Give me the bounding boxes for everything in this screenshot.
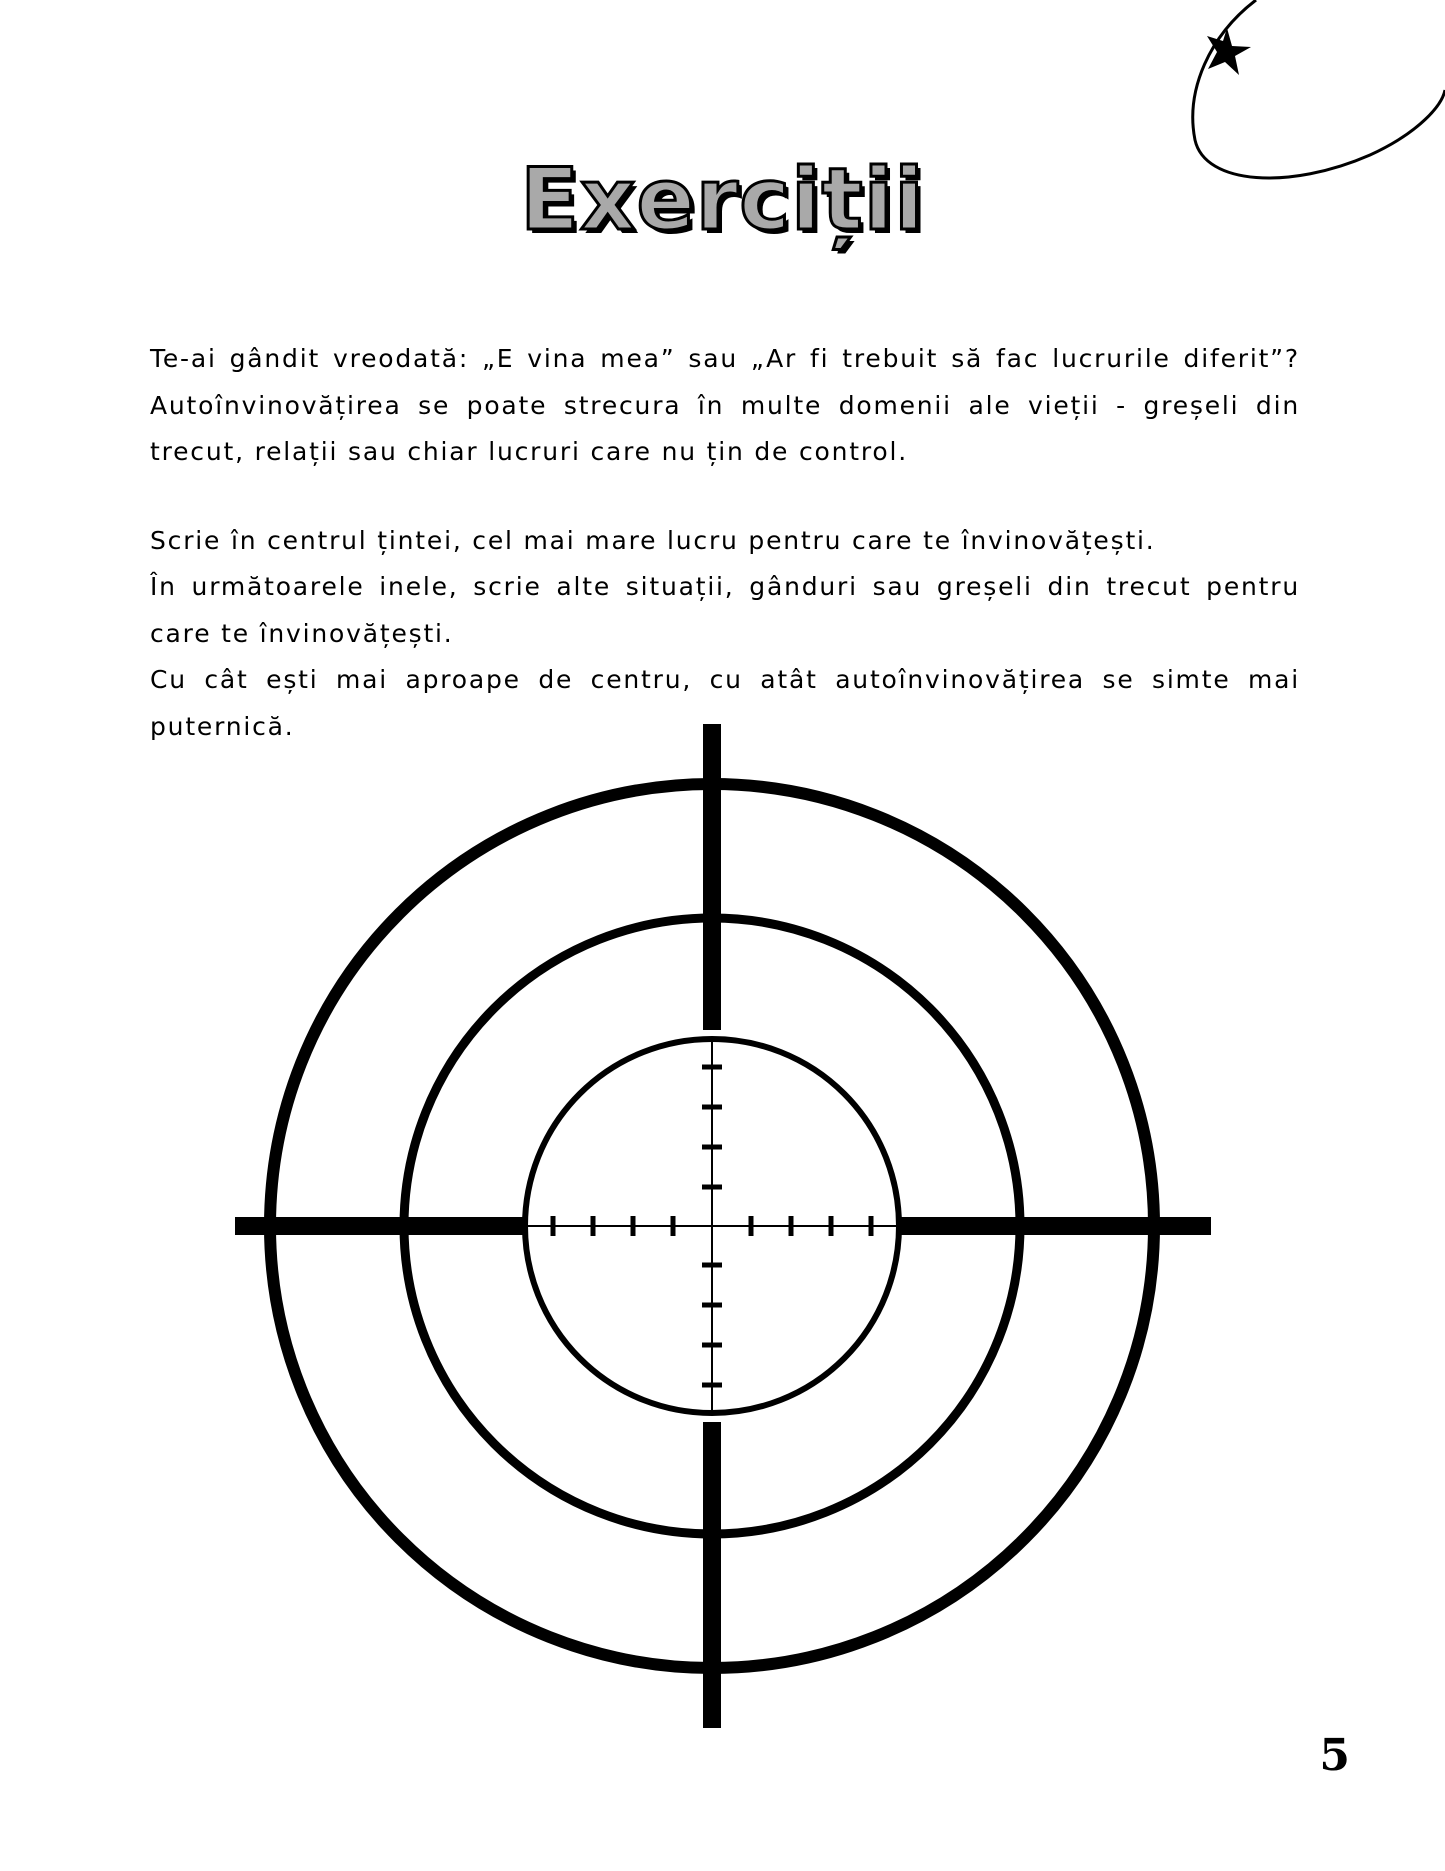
crosshair-arm-top [703,724,721,1030]
crosshair-arm-left [235,1217,525,1235]
instruction-center: Scrie în centrul țintei, cel mai mare lucru pentru care te învinovățești. [150,526,1156,555]
crosshair-arm-right [899,1217,1211,1235]
instruction-rings: În următoarele inele, scrie alte situații, gânduri sau greșeli din trecut pentru care te învinovățești. [150,572,1300,648]
crosshair-arm-bottom [703,1422,721,1728]
crosshair-target-icon [0,700,1445,1750]
star-icon [1207,28,1251,75]
instruction-proximity: Cu cât ești mai aproape de centru, cu atât autoînvinovățirea se simte mai puternică. [150,665,1300,741]
page-number: 5 [1319,1730,1350,1781]
page-title: Exerciții [520,150,925,250]
intro-paragraph: Te-ai gândit vreodată: „E vina mea” sau „Ar fi trebuit să fac lucrurile diferit”? Autoînvinovățirea se poate strecura în multe domenii ale vieții - greșeli din trecut, relații sau chiar lucruri care nu țin de control. [150,344,1300,466]
